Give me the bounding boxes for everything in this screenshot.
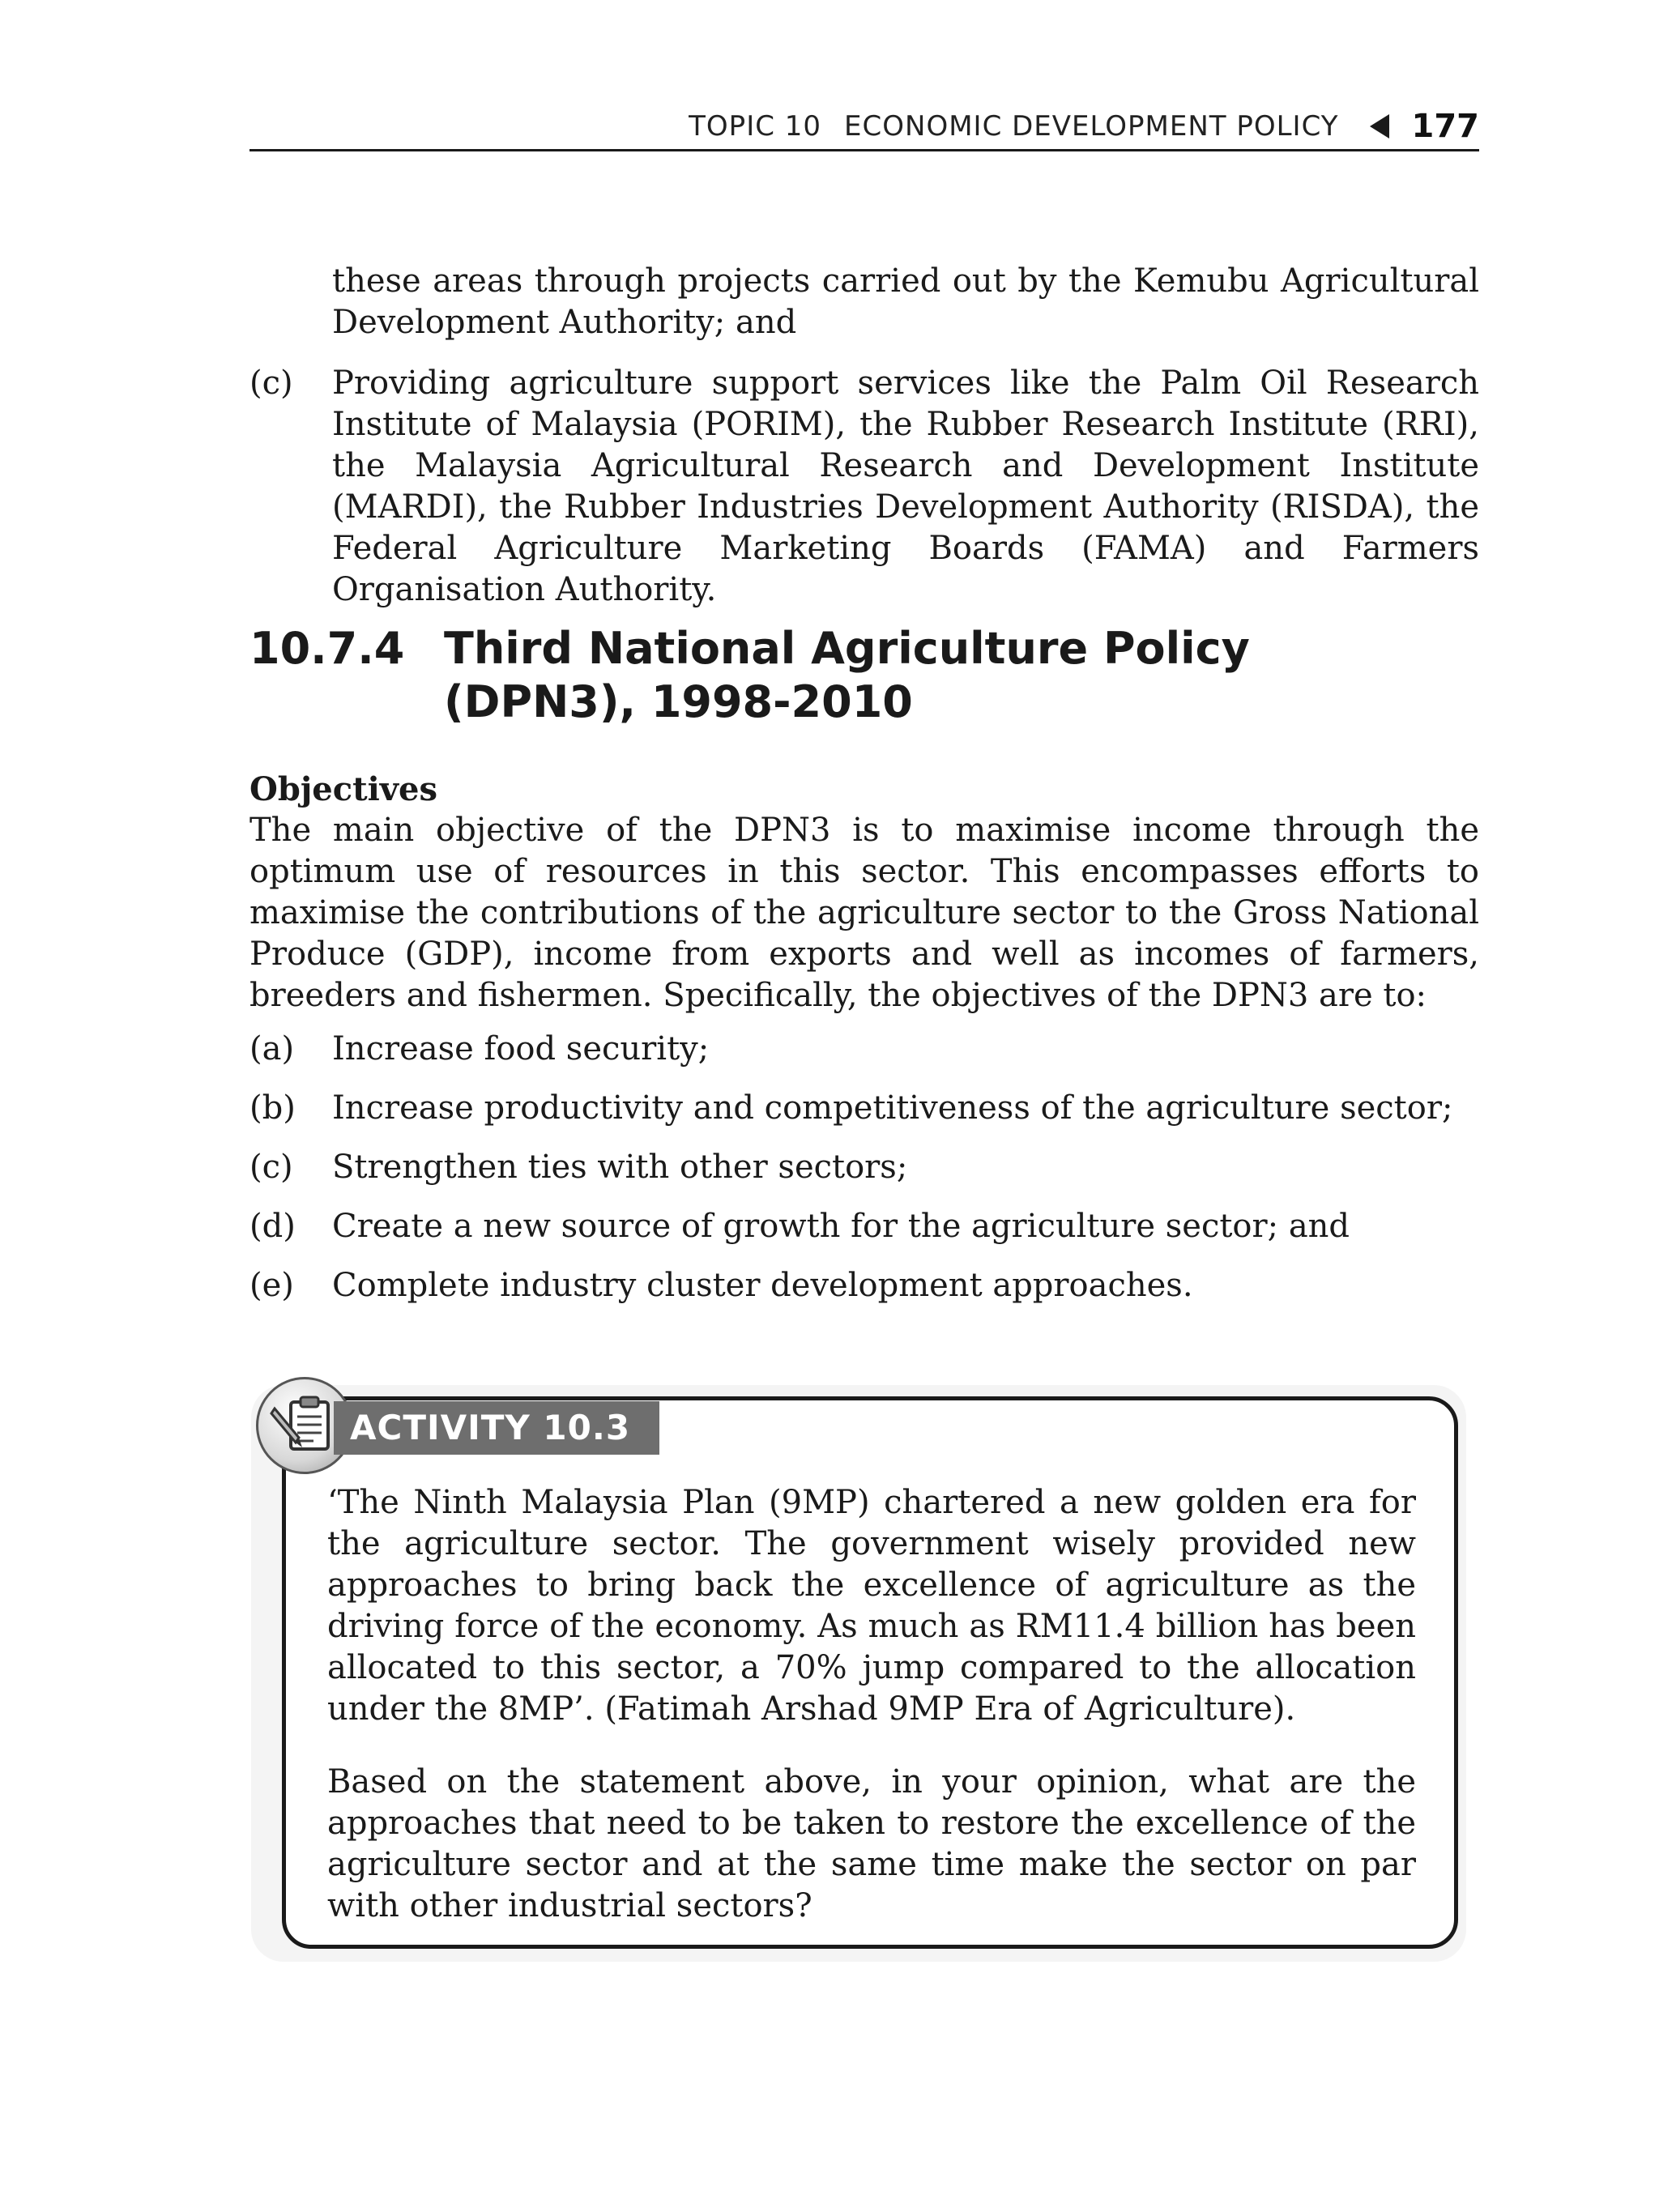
activity-label: ACTIVITY 10.3	[334, 1401, 659, 1455]
list-marker: (a)	[249, 1030, 295, 1068]
page-number: 177	[1411, 108, 1479, 145]
list-item-text: Strengthen ties with other sectors;	[332, 1149, 908, 1186]
objectives-paragraph: The main objective of the DPN3 is to maximise income through the optimum use of resources in this sector. This encompasses efforts to maximise the contributions of the agriculture sector to the Gross National Produce (GDP), income from exports and well as incomes of farmers, breeders and fishermen. Specifically, the objectives of the DPN3 are to:	[249, 812, 1479, 1014]
list-item-text: Complete industry cluster development approaches.	[332, 1267, 1193, 1304]
list-item-text: Create a new source of growth for the agriculture sector; and	[332, 1208, 1350, 1245]
list-item	[249, 1206, 1479, 1247]
running-header	[249, 104, 1479, 151]
objectives-heading: Objectives	[249, 770, 437, 808]
section-heading	[249, 622, 1479, 729]
list-marker: (e)	[249, 1267, 294, 1304]
continued-paragraph: these areas through projects carried out by the Kemubu Agricultural Development Authority; and	[332, 262, 1479, 341]
topic-label: TOPIC 10	[689, 110, 822, 143]
list-item-text: Increase food security;	[332, 1030, 710, 1068]
list-marker: (c)	[249, 364, 293, 402]
section-number: 10.7.4	[249, 623, 405, 674]
list-item	[249, 1029, 1479, 1070]
chapter-title: ECONOMIC DEVELOPMENT POLICY	[844, 110, 1339, 143]
activity-question: Based on the statement above, in your opinion, what are the approaches that need to be taken to restore the excellence of the agriculture sector and at the same time make the sector on par with other industrial sectors?	[327, 1763, 1416, 1924]
list-item-text: Increase productivity and competitiveness of the agriculture sector;	[332, 1089, 1453, 1127]
list-item-text: Providing agriculture support services like the Palm Oil Research Institute of Malaysia (PORIM), the Rubber Research Institute (RRI), the Malaysia Agricultural Research and Development Institute (MARDI), the Rubber Industries Development Authority (RISDA), the Federal Agriculture Marketing Boards (FAMA) and Farmers Organisation Authority.	[332, 364, 1479, 608]
list-marker: (c)	[249, 1149, 293, 1186]
activity-quote: ‘The Ninth Malaysia Plan (9MP) chartered a new golden era for the agriculture sector. The government wisely provided new approaches to bring back the excellence of agriculture as the driving force of the economy. As much as RM11.4 billion has been allocated to this sector, a 70% jump compared to the allocation under the 8MP’. (Fatimah Arshad 9MP Era of Agriculture).	[327, 1484, 1416, 1728]
list-item	[249, 1265, 1479, 1306]
left-arrow-icon	[1370, 114, 1389, 139]
list-item	[249, 363, 1479, 611]
section-title: Third National Agriculture Policy (DPN3), 1998-2010	[444, 623, 1250, 727]
list-item	[249, 1147, 1479, 1188]
list-marker: (b)	[249, 1089, 296, 1127]
list-marker: (d)	[249, 1208, 296, 1245]
list-item	[249, 1088, 1479, 1129]
